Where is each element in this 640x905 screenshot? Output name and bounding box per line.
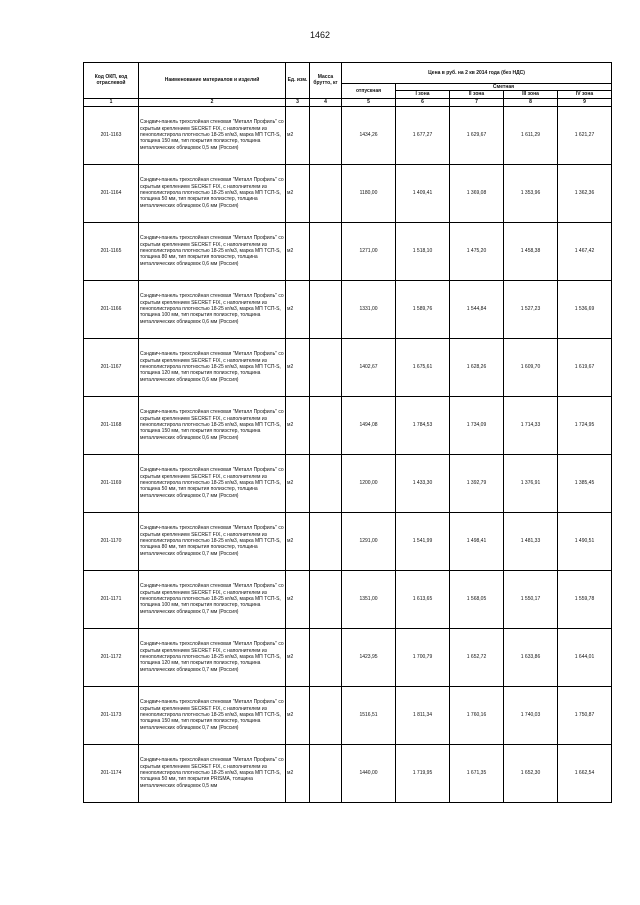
cell-name: Сэндвич-панель трехслойная стеновая "Металл Профиль" со скрытым креплением SECRET FIX, с наполнителем из пенополистирола плотностью 18-25 кг/м3, марка МП ТСП-S, толщина 100 мм, тип покрытия полиэстер, толщина металлических облицовок 0,6 мм (Россия): [139, 280, 286, 338]
header-mass: Масса брутто, кг: [310, 63, 342, 99]
cell-zone-4-price: 1 467,42: [558, 222, 612, 280]
cell-release-price: 1200,00: [342, 454, 396, 512]
cell-release-price: 1331,00: [342, 280, 396, 338]
cell-zone-2-price: 1 628,26: [450, 338, 504, 396]
table-row: [84, 106, 612, 164]
cell-name: Сэндвич-панель трехслойная стеновая "Металл Профиль" со скрытым креплением SECRET FIX, с наполнителем из пенополистирола плотностью 18-25 кг/м3, марка МП ТСП-S, толщина 50 мм, тип покрытия PRISMA, толщина металлических облицовок 0,5 мм: [139, 744, 286, 802]
cell-mass: [310, 570, 342, 628]
cell-zone-4-price: 1 662,54: [558, 744, 612, 802]
table-row: [84, 570, 612, 628]
cell-release-price: 1423,95: [342, 628, 396, 686]
cell-release-price: 1271,00: [342, 222, 396, 280]
cell-zone-2-price: 1 475,20: [450, 222, 504, 280]
column-number: 2: [139, 98, 286, 106]
cell-zone-3-price: 1 609,70: [504, 338, 558, 396]
cell-mass: [310, 338, 342, 396]
header-zone-2: II зона: [450, 91, 504, 98]
header-unit: Ед. изм.: [286, 63, 310, 99]
cell-unit: м2: [286, 338, 310, 396]
cell-name: Сэндвич-панель трехслойная стеновая "Металл Профиль" со скрытым креплением SECRET FIX, с наполнителем из пенополистирола плотностью 18-25 кг/м3, марка МП ТСП-S, толщина 120 мм, тип покрытия полиэстер, толщина металлических облицовок 0,6 мм (Россия): [139, 338, 286, 396]
cell-mass: [310, 628, 342, 686]
cell-zone-4-price: 1 621,27: [558, 106, 612, 164]
price-table: [83, 62, 612, 803]
cell-unit: м2: [286, 280, 310, 338]
cell-unit: м2: [286, 744, 310, 802]
cell-mass: [310, 280, 342, 338]
cell-unit: м2: [286, 686, 310, 744]
table-row: [84, 222, 612, 280]
cell-zone-3-price: 1 527,23: [504, 280, 558, 338]
column-number: 9: [558, 98, 612, 106]
cell-zone-4-price: 1 559,78: [558, 570, 612, 628]
column-number: 7: [450, 98, 504, 106]
cell-name: Сэндвич-панель трехслойная стеновая "Металл Профиль" со скрытым креплением SECRET FIX, с наполнителем из пенополистирола плотностью 18-25 кг/м3, марка МП ТСП-S, толщина 150 мм, тип покрытия полиэстер, толщина металлических облицовок 0,6 мм (Россия): [139, 396, 286, 454]
cell-release-price: 1291,00: [342, 512, 396, 570]
cell-name: Сэндвич-панель трехслойная стеновая "Металл Профиль" со скрытым креплением SECRET FIX, с наполнителем из пенополистирола плотностью 18-25 кг/м3, марка МП ТСП-S, толщина 50 мм, тип покрытия полиэстер, толщина металлических облицовок 0,7 мм (Россия): [139, 454, 286, 512]
cell-release-price: 1180,00: [342, 164, 396, 222]
cell-zone-2-price: 1 760,16: [450, 686, 504, 744]
header-code: Код ОКП, код отраслевой: [84, 63, 139, 99]
cell-code: 201-1167: [84, 338, 139, 396]
cell-code: 201-1165: [84, 222, 139, 280]
cell-unit: м2: [286, 512, 310, 570]
cell-zone-4-price: 1 490,51: [558, 512, 612, 570]
cell-zone-4-price: 1 644,01: [558, 628, 612, 686]
header-estimate: Сметная: [396, 84, 612, 91]
cell-code: 201-1168: [84, 396, 139, 454]
cell-zone-3-price: 1 633,86: [504, 628, 558, 686]
table-row: [84, 280, 612, 338]
cell-unit: м2: [286, 454, 310, 512]
cell-code: 201-1172: [84, 628, 139, 686]
cell-zone-2-price: 1 369,08: [450, 164, 504, 222]
cell-zone-1-price: 1 433,30: [396, 454, 450, 512]
cell-name: Сэндвич-панель трехслойная стеновая "Металл Профиль" со скрытым креплением SECRET FIX, с наполнителем из пенополистирола плотностью 18-25 кг/м3, марка МП ТСП-S, толщина 120 мм, тип покрытия полиэстер, толщина металлических облицовок 0,7 мм (Россия): [139, 628, 286, 686]
cell-code: 201-1169: [84, 454, 139, 512]
header-price-group: Цена в руб. на 2 кв 2014 года (без НДС): [342, 63, 612, 84]
cell-zone-3-price: 1 481,33: [504, 512, 558, 570]
cell-zone-2-price: 1 498,41: [450, 512, 504, 570]
cell-release-price: 1434,26: [342, 106, 396, 164]
table-row: [84, 454, 612, 512]
cell-mass: [310, 222, 342, 280]
table-row: [84, 396, 612, 454]
cell-name: Сэндвич-панель трехслойная стеновая "Металл Профиль" со скрытым креплением SECRET FIX, с наполнителем из пенополистирола плотностью 18-25 кг/м3, марка МП ТСП-S, толщина 100 мм, тип покрытия полиэстер, толщина металлических облицовок 0,7 мм (Россия): [139, 570, 286, 628]
cell-code: 201-1164: [84, 164, 139, 222]
cell-zone-4-price: 1 536,69: [558, 280, 612, 338]
cell-zone-3-price: 1 611,29: [504, 106, 558, 164]
cell-zone-1-price: 1 518,10: [396, 222, 450, 280]
cell-mass: [310, 686, 342, 744]
header-name: Наименование материалов и изделий: [139, 63, 286, 99]
cell-zone-4-price: 1 362,36: [558, 164, 612, 222]
header-zone-4: IV зона: [558, 91, 612, 98]
cell-zone-1-price: 1 677,27: [396, 106, 450, 164]
cell-zone-3-price: 1 714,33: [504, 396, 558, 454]
cell-mass: [310, 106, 342, 164]
cell-code: 201-1170: [84, 512, 139, 570]
table-row: [84, 164, 612, 222]
cell-zone-2-price: 1 671,35: [450, 744, 504, 802]
cell-code: 201-1171: [84, 570, 139, 628]
cell-code: 201-1174: [84, 744, 139, 802]
cell-code: 201-1163: [84, 106, 139, 164]
cell-unit: м2: [286, 628, 310, 686]
table-row: [84, 512, 612, 570]
column-number: 3: [286, 98, 310, 106]
cell-mass: [310, 454, 342, 512]
cell-release-price: 1516,51: [342, 686, 396, 744]
cell-zone-3-price: 1 652,30: [504, 744, 558, 802]
page-number: 1462: [309, 30, 331, 40]
cell-zone-3-price: 1 353,96: [504, 164, 558, 222]
column-number: 8: [504, 98, 558, 106]
cell-unit: м2: [286, 570, 310, 628]
cell-zone-3-price: 1 550,17: [504, 570, 558, 628]
cell-release-price: 1402,67: [342, 338, 396, 396]
cell-zone-1-price: 1 589,76: [396, 280, 450, 338]
cell-zone-4-price: 1 385,45: [558, 454, 612, 512]
column-number: 5: [342, 98, 396, 106]
cell-code: 201-1166: [84, 280, 139, 338]
cell-code: 201-1173: [84, 686, 139, 744]
cell-name: Сэндвич-панель трехслойная стеновая "Металл Профиль" со скрытым креплением SECRET FIX, с наполнителем из пенополистирола плотностью 18-25 кг/м3, марка МП ТСП-S, толщина 80 мм, тип покрытия полиэстер, толщина металлических облицовок 0,6 мм (Россия): [139, 222, 286, 280]
cell-zone-2-price: 1 629,67: [450, 106, 504, 164]
column-number: 1: [84, 98, 139, 106]
cell-name: Сэндвич-панель трехслойная стеновая "Металл Профиль" со скрытым креплением SECRET FIX, с наполнителем из пенополистирола плотностью 18-25 кг/м3, марка МП ТСП-S, толщина 150 мм, тип покрытия полиэстер, толщина металлических облицовок 0,7 мм (Россия): [139, 686, 286, 744]
cell-zone-2-price: 1 734,09: [450, 396, 504, 454]
header-zone-3: III зона: [504, 91, 558, 98]
cell-mass: [310, 396, 342, 454]
cell-release-price: 1351,00: [342, 570, 396, 628]
cell-zone-1-price: 1 811,34: [396, 686, 450, 744]
table-row: [84, 628, 612, 686]
cell-zone-3-price: 1 740,03: [504, 686, 558, 744]
cell-mass: [310, 744, 342, 802]
cell-name: Сэндвич-панель трехслойная стеновая "Металл Профиль" со скрытым креплением SECRET FIX, с наполнителем из пенополистирола плотностью 18-25 кг/м3, марка МП ТСП-S, толщина 150 мм, тип покрытия полиэстер, толщина металлических облицовок 0,5 мм (Россия): [139, 106, 286, 164]
header-zone-1: I зона: [396, 91, 450, 98]
cell-zone-4-price: 1 619,67: [558, 338, 612, 396]
cell-zone-2-price: 1 652,72: [450, 628, 504, 686]
cell-zone-1-price: 1 409,41: [396, 164, 450, 222]
cell-zone-2-price: 1 568,05: [450, 570, 504, 628]
cell-zone-1-price: 1 719,95: [396, 744, 450, 802]
cell-zone-4-price: 1 750,87: [558, 686, 612, 744]
table-row: [84, 338, 612, 396]
cell-mass: [310, 164, 342, 222]
cell-release-price: 1494,08: [342, 396, 396, 454]
table-row: [84, 744, 612, 802]
cell-zone-1-price: 1 784,53: [396, 396, 450, 454]
cell-zone-1-price: 1 700,79: [396, 628, 450, 686]
cell-unit: м2: [286, 106, 310, 164]
cell-zone-3-price: 1 458,38: [504, 222, 558, 280]
column-number: 6: [396, 98, 450, 106]
cell-unit: м2: [286, 222, 310, 280]
cell-unit: м2: [286, 164, 310, 222]
cell-name: Сэндвич-панель трехслойная стеновая "Металл Профиль" со скрытым креплением SECRET FIX, с наполнителем из пенополистирола плотностью 18-25 кг/м3, марка МП ТСП-S, толщина 50 мм, тип покрытия полиэстер, толщина металлических облицовок 0,6 мм (Россия): [139, 164, 286, 222]
cell-zone-1-price: 1 675,61: [396, 338, 450, 396]
cell-zone-1-price: 1 613,65: [396, 570, 450, 628]
column-number: 4: [310, 98, 342, 106]
cell-unit: м2: [286, 396, 310, 454]
cell-name: Сэндвич-панель трехслойная стеновая "Металл Профиль" со скрытым креплением SECRET FIX, с наполнителем из пенополистирола плотностью 18-25 кг/м3, марка МП ТСП-S, толщина 80 мм, тип покрытия полиэстер, толщина металлических облицовок 0,7 мм (Россия): [139, 512, 286, 570]
cell-mass: [310, 512, 342, 570]
cell-zone-2-price: 1 392,79: [450, 454, 504, 512]
table-row: [84, 686, 612, 744]
cell-zone-3-price: 1 376,91: [504, 454, 558, 512]
cell-zone-1-price: 1 541,99: [396, 512, 450, 570]
cell-release-price: 1440,00: [342, 744, 396, 802]
header-release: отпускная: [342, 84, 396, 99]
cell-zone-4-price: 1 724,95: [558, 396, 612, 454]
cell-zone-2-price: 1 544,84: [450, 280, 504, 338]
